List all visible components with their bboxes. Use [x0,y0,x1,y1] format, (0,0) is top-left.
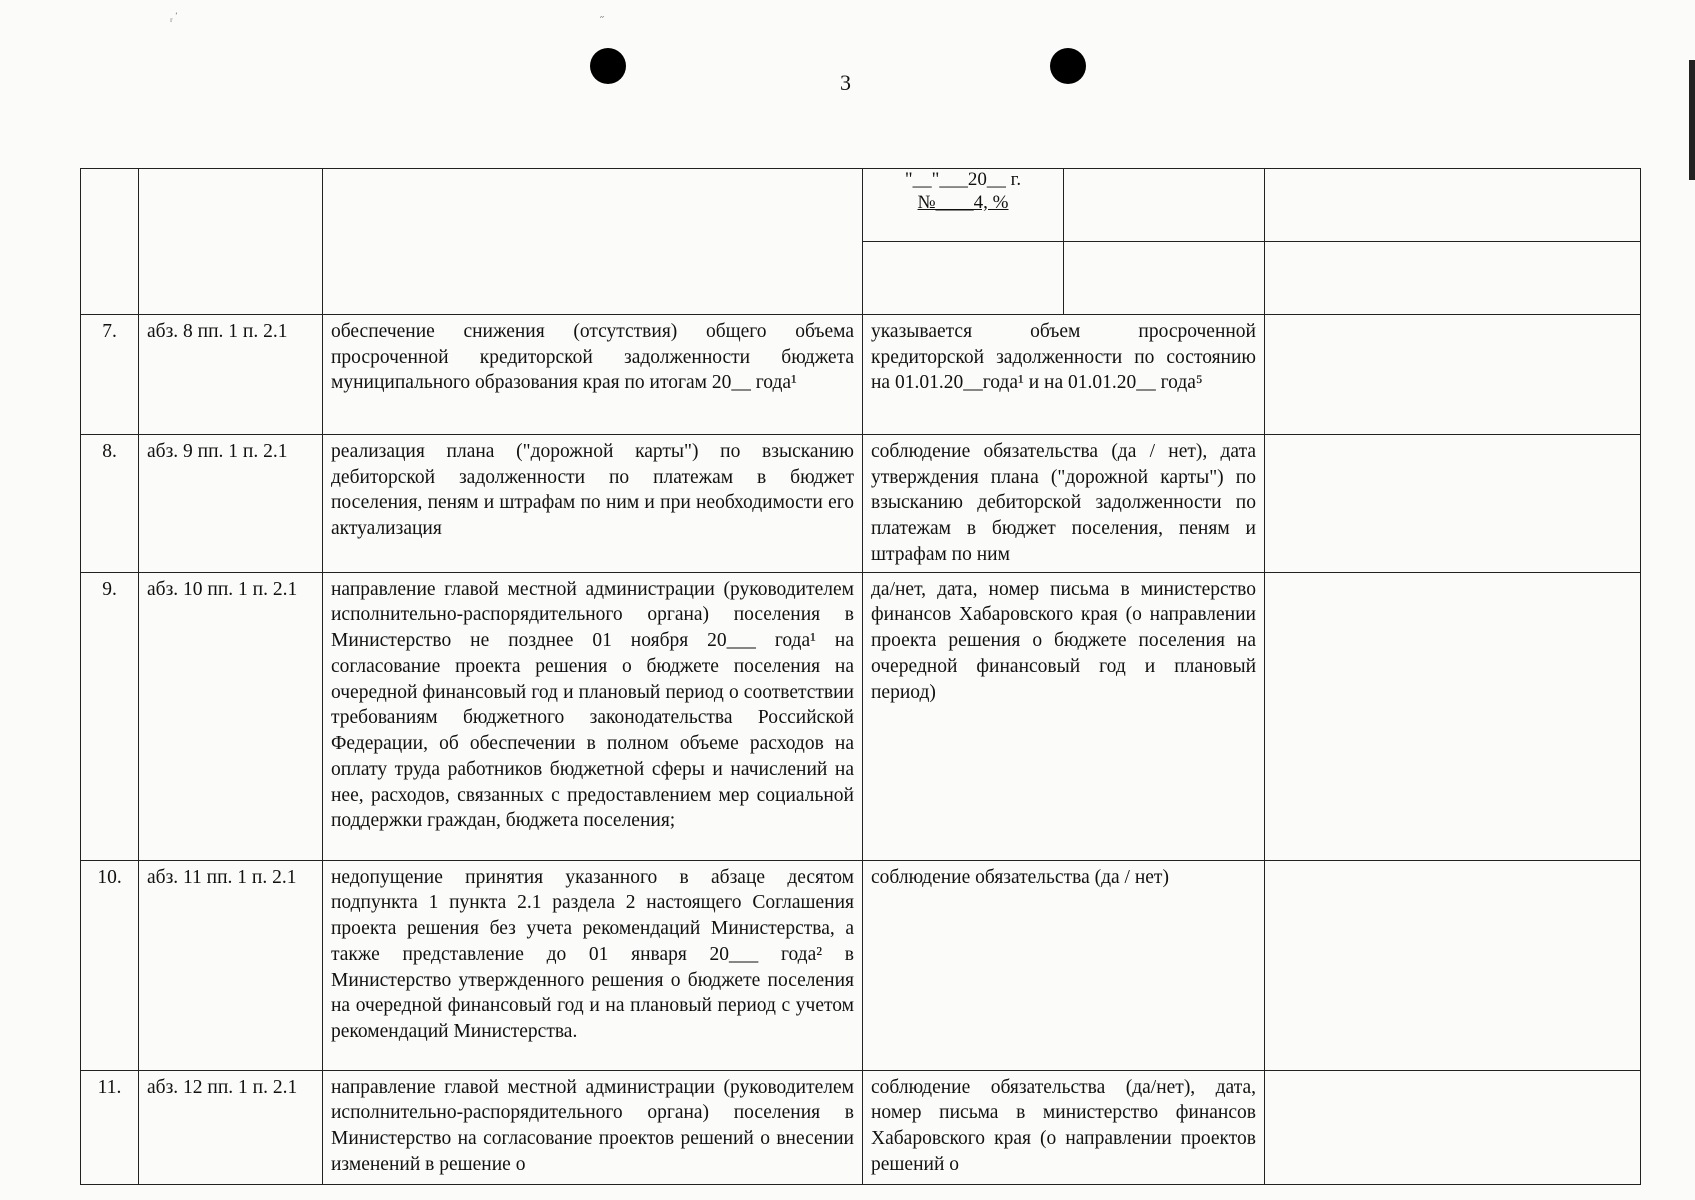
row-obligation: обеспечение снижения (отсутствия) общего объема просроченной кредиторской задолженности бюджета муниципального образования края по итогам 20__ года¹ [323,315,863,435]
row-paragraph-ref: абз. 12 пп. 1 п. 2.1 [139,1070,323,1184]
row-number: 11. [81,1070,139,1184]
header-value-cell [1265,169,1641,315]
date-line: "__"___20__ г. [904,169,1022,190]
row-value [1265,315,1641,435]
header-empty-cell [323,169,863,315]
header-empty-cell [81,169,139,315]
table-row [81,860,1641,1070]
row-obligation: реализация плана ("дорожной карты") по взысканию дебиторской задолженности по платежам в бюджет поселения, пеням и штрафам по ним и при необходимости его актуализация [323,435,863,573]
row-obligation: направление главой местной администрации (руководителем исполнительно-распорядительного органа) поселения в Министерство на согласование проектов решений о внесении изменений в решение о [323,1070,863,1184]
row-paragraph-ref: абз. 11 пп. 1 п. 2.1 [139,860,323,1070]
row-number: 9. [81,572,139,860]
punch-hole [1050,48,1086,84]
header-date-cell [863,169,1265,315]
row-number: 8. [81,435,139,573]
row-value [1265,435,1641,573]
row-value [1265,1070,1641,1184]
page-number: 3 [840,70,851,95]
table-row [81,315,1641,435]
header-empty-cell [139,169,323,315]
row-obligation: направление главой местной администрации (руководителем исполнительно-распорядительного органа) поселения в Министерство не позднее 01 ноября 20___ года¹ на согласование проекта решения о бюджете поселения на очередной финансовый год и плановый период о соответствии требованиям бюджетного законодательства Российской Федерации, об обеспечении в полном объеме расходов на оплату труда работников бюджетной сферы и начислений на нее, расходов, связанных с предоставлением мер социальной поддержки граждан, бюджета поселения; [323,572,863,860]
row-paragraph-ref: абз. 8 пп. 1 п. 2.1 [139,315,323,435]
obligations-table [80,168,1641,1185]
row-paragraph-ref: абз. 10 пп. 1 п. 2.1 [139,572,323,860]
row-indicator: указывается объем просроченной кредиторской задолженности по состоянию на 01.01.20__года¹ и на 01.01.20__ года⁵ [863,315,1265,435]
punch-hole [590,48,626,84]
row-paragraph-ref: абз. 9 пп. 1 п. 2.1 [139,435,323,573]
row-indicator: соблюдение обязательства (да / нет) [863,860,1265,1070]
number-line: №____4, % [917,191,1009,213]
row-indicator: соблюдение обязательства (да / нет), дата утверждения плана ("дорожной карты") по взысканию дебиторской задолженности по платежам в бюджет поселения, пеням и штрафам по ним [863,435,1265,573]
scan-speck: ᵣ ̕ [170,10,176,24]
row-indicator: соблюдение обязательства (да/нет), дата, номер письма в министерство финансов Хабаровского края (о направлении проектов решений о [863,1070,1265,1184]
row-value [1265,572,1641,860]
row-number: 7. [81,315,139,435]
scan-edge-mark [1689,60,1695,180]
row-value [1265,860,1641,1070]
table-row [81,572,1641,860]
table-header-continuation-row [81,169,1641,315]
row-indicator: да/нет, дата, номер письма в министерство финансов Хабаровского края (о направлении проекта решения о бюджете поселения на очередной финансовый год и плановый период) [863,572,1265,860]
table-row [81,1070,1641,1184]
table-row [81,435,1641,573]
scan-speck: ˶ [600,8,604,22]
row-number: 10. [81,860,139,1070]
row-obligation: недопущение принятия указанного в абзаце десятом подпункта 1 пункта 2.1 раздела 2 настоящего Соглашения проекта решения без учета рекомендаций Министерства, а также представление до 01 января 20___ года² в Министерство утвержденного решения о бюджете поселения на очередной финансовый год и на плановый период с учетом рекомендаций Министерства. [323,860,863,1070]
